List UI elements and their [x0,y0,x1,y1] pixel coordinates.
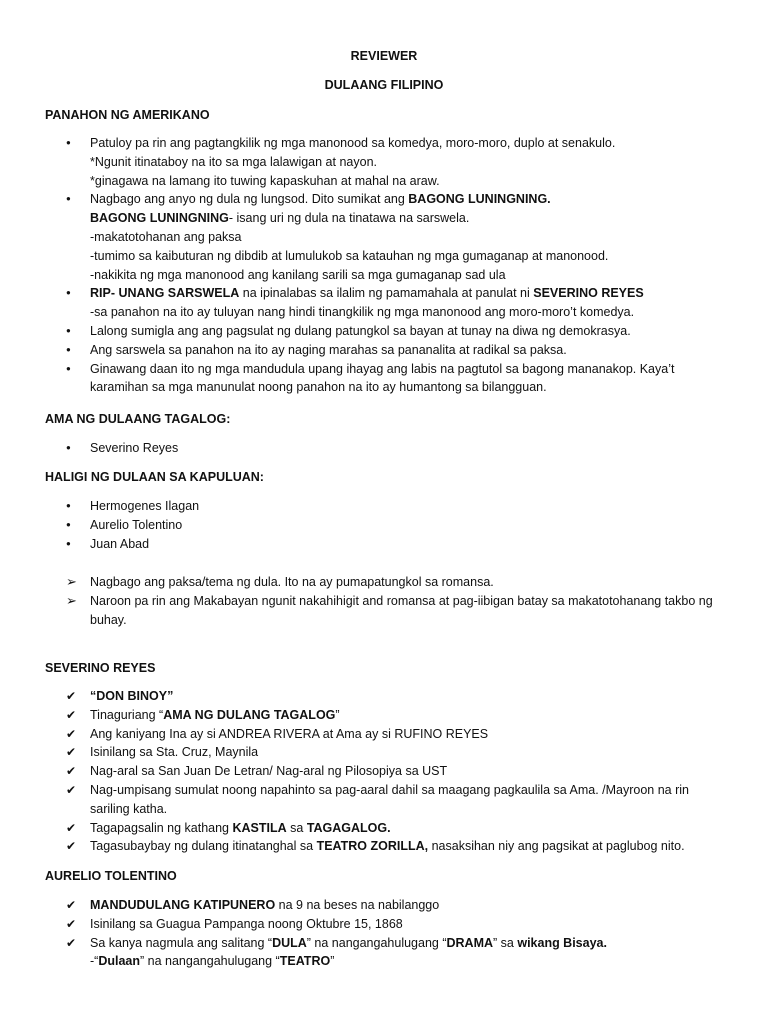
bullet-icon [66,439,86,460]
text-run: -tumimo sa kaibuturan ng dibdib at lumulukob sa katauhan ng mga gumaganap at manonood. [90,248,609,263]
text-run: buhay. [90,612,127,627]
bullet-icon [66,360,86,381]
list-item [66,516,726,535]
text-run: Hermogenes Ilagan [90,499,200,513]
text-run: Severino Reyes [90,441,179,455]
list-item [66,819,726,838]
bold-text: BAGONG LUNINGNING [90,211,229,226]
list-item-line [90,516,726,535]
text-run: nasaksihan niy ang pagsikat at paglubog nito. [428,839,685,854]
list-item-line [90,800,726,819]
text-run: Nag-aral sa San Juan De Letran/ Nag-aral ng Pilosopiya sa UST [90,764,448,779]
bold-text: KASTILA [232,820,287,835]
text-run: Isinilang sa Sta. Cruz, Maynila [90,745,259,760]
bold-text: Dulaan [98,954,141,969]
text-run: Ginawang daan ito ng mga mandudula upang ihayag ang labis na pagtutol sa bagong mananakop. Kaya’t [90,361,675,376]
list-item-line [90,303,726,322]
checkmark-icon [66,896,86,915]
list-item [66,762,726,781]
text-run: -sa panahon na ito ay tuluyan nang hindi tinangkilik ng mga manonood ang moro-moro’t komedya. [90,305,635,320]
list-item [66,439,726,458]
bullet-icon [66,322,86,343]
section-heading-severino: SEVERINO REYES [45,661,156,675]
text-run: Nag-umpisang sumulat noong napahinto sa pag-aaral dahil sa maagang pagkaulila sa Ama. /Mayroon na rin [90,782,689,797]
list-item-line [90,341,726,360]
list-item [66,573,726,592]
bold-text: AMA NG DULANG TAGALOG [163,707,336,722]
section-heading-haligi: HALIGI NG DULAAN SA KAPULUAN: [45,470,264,484]
list-item-line [90,209,726,228]
list-item [66,134,726,190]
list-item-line [90,896,726,915]
section-list-haligi [66,497,726,553]
text-run: Isinilang sa Guagua Pampanga noong Oktubre 15, 1868 [90,916,403,931]
list-item-line [90,592,726,611]
list-item-line [90,837,726,856]
bold-text: TEATRO ZORILLA, [316,839,429,854]
list-item [66,360,726,398]
list-item-line [90,952,726,971]
bullet-icon [66,516,86,537]
list-item-line [90,284,726,303]
list-item-line [90,819,726,838]
list-item [66,341,726,360]
checkmark-icon [66,743,86,762]
list-item-line [90,153,726,172]
text-run: sa [286,820,307,835]
arrow-bullet-icon [66,573,86,592]
section-list-aurelio [66,896,726,971]
checkmark-icon [66,781,86,800]
bullet-icon [66,284,86,305]
text-run: Tagasubaybay ng dulang itinatanghal sa [90,839,317,854]
text-run: Nagbago ang paksa/tema ng dula. Ito na ay pumapatungkol sa romansa. [90,575,494,589]
text-run: Sa kanya nagmula ang salitang “ [90,935,273,950]
bold-text: RIP- UNANG SARSWELA [90,286,240,301]
text-run: *Ngunit itinataboy na ito sa mga lalawigan at nayon. [90,154,377,169]
list-item-line [90,573,726,592]
text-run: Nagbago ang anyo ng dula ng lungsod. Dito sumikat ang [90,192,409,207]
bold-text: TAGAGALOG. [306,820,391,835]
list-item-line [90,781,726,800]
text-run: ” [335,707,340,722]
text-run: ” na nangangahulugang “ [140,954,280,969]
checkmark-icon [66,837,86,856]
text-run: karamihan sa mga manunulat noong panahon na ito ay humantong sa bilangguan. [90,380,547,395]
bullet-icon [66,497,86,518]
text-run: Aurelio Tolentino [90,517,183,532]
list-item [66,837,726,856]
list-item [66,687,726,706]
text-run: Ang sarswela sa panahon na ito ay naging marahas sa pananalita at radikal sa paksa. [90,342,567,357]
bold-text: DULA [272,935,307,950]
bullet-icon [66,134,86,155]
list-item-line [90,762,726,781]
text-run: sariling katha. [90,801,168,816]
checkmark-icon [66,762,86,781]
text-run: -“ [90,954,99,969]
text-run: Tinaguriang “ [90,707,164,722]
text-run: Lalong sumigla ang ang pagsulat ng dulang patungkol sa bayan at tunay na diwa ng demokrasya. [90,323,631,338]
list-item-line [90,915,726,934]
list-item [66,743,726,762]
list-item-line [90,743,726,762]
bold-text: wikang Bisaya. [517,935,607,950]
list-item [66,781,726,819]
text-run: Naroon pa rin ang Makabayan ngunit nakahihigit and romansa at pag-iibigan batay sa makatotohanang takbo ng [90,593,713,608]
text-run: Ang kaniyang Ina ay si ANDREA RIVERA at Ama ay si RUFINO REYES [90,726,489,741]
list-item-line [90,934,726,953]
list-item [66,535,726,554]
list-item-line [90,247,726,266]
list-item [66,190,726,284]
text-run: na 9 na beses na nabilanggo [275,898,440,912]
checkmark-icon [66,687,86,706]
list-item-line [90,439,726,458]
bold-text: MANDUDULANG KATIPUNERO [90,898,276,912]
text-run: Patuloy pa rin ang pagtangkilik ng mga manonood sa komedya, moro-moro, duplo at senakulo. [90,136,616,150]
text-run: ” sa [493,935,518,950]
list-item [66,915,726,934]
checkmark-icon [66,819,86,838]
list-item-line [90,611,726,630]
list-item-line [90,172,726,191]
list-item-line [90,687,726,706]
bullet-icon [66,190,86,211]
arrow-bullet-icon [66,592,86,611]
bold-text: BAGONG LUNINGNING. [408,192,551,207]
list-item-line [90,266,726,285]
checkmark-icon [66,725,86,744]
text-run: - isang uri ng dula na tinatawa na sarswela. [228,211,470,226]
section-heading-panahon: PANAHON NG AMERIKANO [45,108,210,122]
text-run: ” na nangangahulugang “ [306,935,447,950]
text-run: -nakikita ng mga manonood ang kanilang sarili sa mga gumaganap sad ula [90,267,506,282]
bold-text: “DON BINOY” [90,689,174,703]
text-run: na ipinalabas sa ilalim ng pamamahala at panulat ni [239,286,534,301]
list-item [66,896,726,915]
section-list-ama [66,439,726,458]
list-item-line [90,725,726,744]
bold-text: SEVERINO REYES [533,286,644,301]
list-item [66,725,726,744]
section-heading-ama: AMA NG DULAANG TAGALOG: [45,412,231,426]
document-title: REVIEWER [350,49,418,63]
list-item-line [90,535,726,554]
bullet-icon [66,535,86,556]
list-item [66,284,726,322]
text-run: Juan Abad [90,536,150,551]
list-item [66,322,726,341]
list-item-line [90,190,726,209]
list-item [66,592,726,630]
list-item-line [90,228,726,247]
list-item-line [90,322,726,341]
text-run: *ginagawa na lamang ito tuwing kapaskuhan at mahal na araw. [90,173,440,188]
text-run: Tagapagsalin ng kathang [90,820,233,835]
section-heading-aurelio: AURELIO TOLENTINO [45,869,177,883]
checkmark-icon [66,934,86,953]
list-item [66,497,726,516]
checkmark-icon [66,915,86,934]
section-arrow-list-haligi [66,573,726,629]
bold-text: TEATRO [279,954,331,969]
section-list-panahon [66,134,726,397]
text-run: ” [330,954,335,969]
list-item [66,934,726,972]
list-item-line [90,706,726,725]
text-run: -makatotohanan ang paksa [90,229,242,244]
bold-text: DRAMA [446,935,494,950]
checkmark-icon [66,706,86,725]
list-item [66,706,726,725]
section-list-severino [66,687,726,856]
list-item-line [90,134,726,153]
list-item-line [90,378,726,397]
list-item-line [90,360,726,379]
list-item-line [90,497,726,516]
bullet-icon [66,341,86,362]
document-subtitle: DULAANG FILIPINO [324,78,444,92]
